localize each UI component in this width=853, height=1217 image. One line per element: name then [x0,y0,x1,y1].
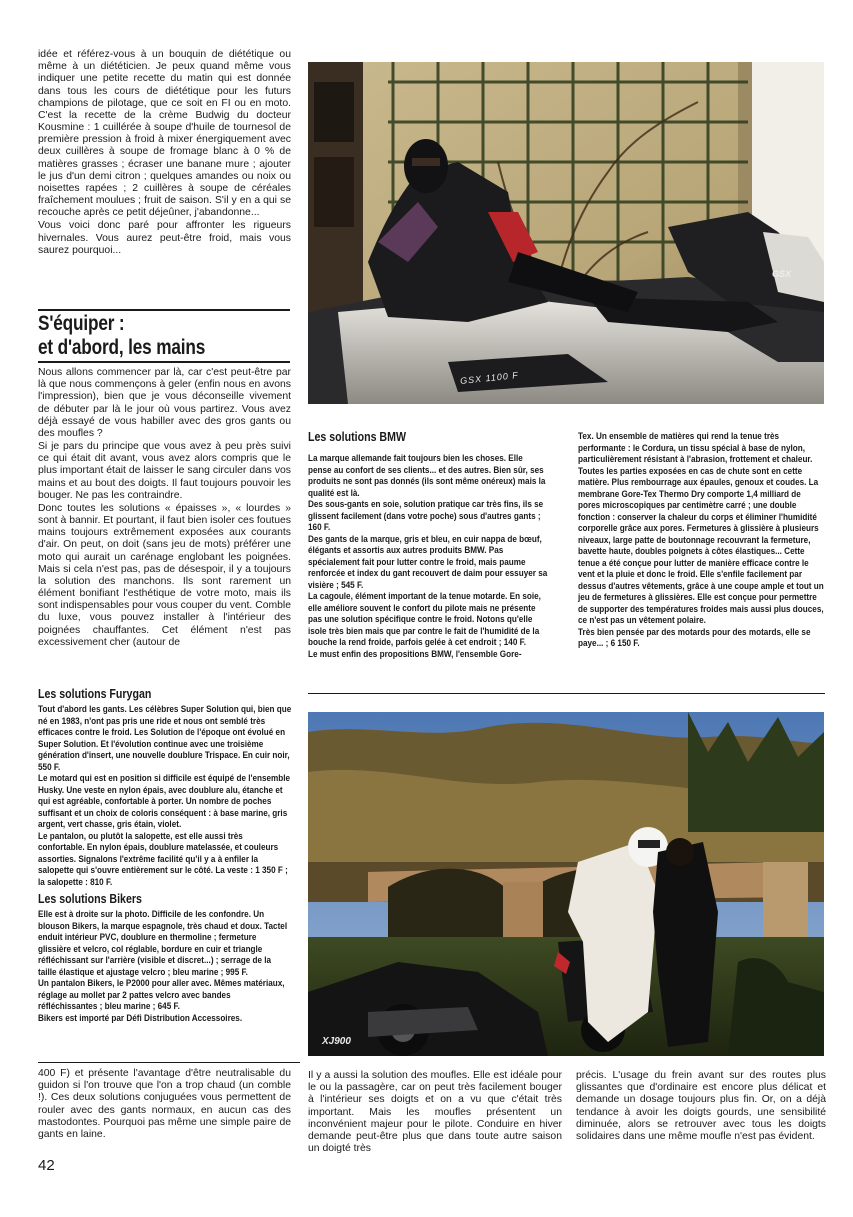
bottom-mid-paragraph: Il y a aussi la solution des moufles. Elle est idéale pour le ou la passagère, car on peut très facilement bouger à l'intérieur ses doigts et on a vu que c'était très important. Mais les moufles présentent un inconvénient majeur pour le pilote. Conduire en hiver demande peut-être plus que dans toute autre saison un doigté très [308,1070,562,1155]
hands-paragraph: Si je pars du principe que vous avez à peu près suivi ce qui était dit avant, vous avez alors compris que le plus important était de laisser le sang circuler dans vos mains et au bout des doigts. Il faut toujours pouvoir les bouger. Ne pas les contraindre. [38,441,291,501]
bikers-paragraph: Elle est à droite sur la photo. Difficile de les confondre. Un blouson Bikers, la marque espagnole, très chaud et doux. Tactel enduit intérieur PVC, doublure en thermoline ; fermeture glissière et velcro, col réglable, bordure en cuir et triangle réfléchissant sur l'arrière (visible et discret...) ; serrage de la taille élastique et ajustage velcro ; bleu marine ; 995 F. [38,909,288,978]
box-bottom-rule [38,1062,300,1063]
bmw-paragraph: Des gants de la marque, gris et bleu, en cuir nappa de bœuf, élégants et assortis aux autres produits BMW. Pas spécialement fait pour lutter contre le froid, mais paume renforcée et index du gant recouvert de daim pour essuyer sa visière ; 545 F. [308,533,548,591]
furygan-box [38,687,291,1024]
furygan-title: Les solutions Furygan [38,687,152,701]
bmw-paragraph: Des sous-gants en soie, solution pratique car très fins, ils se glissent facilement (dans votre poche) sous d'autres gants ; 160 F. [308,499,544,533]
heading-rule-bottom [38,361,290,363]
section-heading [38,312,243,359]
bottom-left-text [38,1068,291,1142]
bikers-paragraph: Un pantalon Bikers, le P2000 pour aller avec. Mêmes matériaux, réglage au mollet par 2 pattes velcro avec bandes réfléchissantes ; bleu marine ; 645 F. [38,978,285,1012]
photo-rider-on-bike-image [308,62,824,404]
intro-paragraph: idée et référez-vous à un bouquin de diététique ou même à un diététicien. Je peux quand même vous indiquer une petite recette du matin qui est donnée dans tous les cours de diététique pour les futurs champions de pilotage, que ce soit en FI ou en moto. C'est la recette de la crème Budwig du docteur Kousmine : 1 cuillérée à soupe d'huile de tournesol de première pression à froid à mixer énergiquement avec deux cuillères à soupe de fromage blanc à 0 % de matières grasses ; écraser une banane mure ; ajouter le jus d'un demi citron ; quelques amandes ou noix ou noisettes rapées ; 2 cuillères à soupe de céréales fraîchement moulues ; fruit de saison. S'il y en a qui se recouche après ce petit déjeûner, j'abandonne... [38,49,291,219]
bmw-box [308,430,548,660]
bmw-box-col2 [578,431,825,650]
fairing-badge: GSX 1100 F [459,369,520,387]
intro-text [38,49,291,258]
furygan-paragraph: Le pantalon, ou plutôt la salopette, est elle aussi très confortable. En nylon épais, doublure matelassée, et couleurs assorties. Signalons l'extrême facilité qu'il y a à enfiler la salopette qui s'ouvre entièrement sur le côté. La veste : 1 350 F ; la salopette : 810 F. [38,830,288,888]
page-number: 42 [38,1157,55,1174]
furygan-paragraph: Le motard qui est en position si difficile est équipé de l'ensemble Husky. Une veste en nylon épais, avec doublure alu, étanche et qui est agréable, confortable à porter. Un nombre de poches suffisant et un choix de coloris conséquent : à base marine, gris argent, vert chasse, gris étain, violet. [38,773,291,830]
section-heading-line2: et d'abord, les mains [38,335,206,359]
bottom-right-paragraph: précis. L'usage du frein avant sur des routes plus glissantes que d'ordinaire est encore plus délicat et demande un dosage toujours plus fin. Or, on a déjà tendance à avoir les doigts gourds, une sensibilité diminuée, alors se retrouver avec tous les doigts solidaires dans une même moufle n'est pas évident. [576,1070,826,1142]
bottom-right-text [576,1070,826,1144]
photo-couple-bridge-image [308,712,824,1056]
bmw-paragraph: La cagoule, élément important de la tenue motarde. En soie, elle améliore souvent le confort du pilote mais ne présente pas une solution spécifique contre le froid. Notons qu'elle isole très bien mais que par contre le fait de l'humidité de la bouche la rend froide, parfois gelée à cet endroit ; 140 F. [308,591,541,648]
bottom-mid-text [308,1070,562,1156]
intro-paragraph: Vous voici donc paré pour affronter les rigueurs hivernales. Vous aurez peut-être froid, mais vous saurez pourquoi... [38,220,291,256]
photo-couple-bridge [308,712,824,1056]
bmw-paragraph: Tex. Un ensemble de matières qui rend la tenue très performante : le Cordura, un tissu spécial à base de nylon, particulièrement résistant à l'abrasion, frottement et chaleur. Toutes les parties exposées en cas de chute sont en cette matière. Plus rembourrage aux épaules, genoux et coudes. La membrane Gore-Tex Thermo Dry comporte 1,4 milliard de pores microscopiques par centimètre carré ; une double fonction : conserver la chaleur du corps et éliminer l'humidité corporelle grâce aux pores. Fermetures à glissière à plusieurs niveaux, large patte de boutonnage recouvrant la fermeture, bavette haute, doubles poignets à côtes élastiques... Cette tenue a été conçue pour lutter de manière efficace contre le vent et la pluie et donc le froid. Elle s'enfile facilement par dessus d'autres vêtements, grâce à une coupe ample et tout un jeu de fermetures à glissières. Elle est conçue pour permettre de supporter des températures froides mais aussi plus douces, ce n'est pas un vêtement polaire. [578,431,824,626]
section-heading-line1: S'équiper : [38,312,125,335]
hands-paragraph: Nous allons commencer par là, car c'est peut-être par là que nous commençons à geler (enfin nous en avons l'impression), bien que je vous déconseille vivement de débuter par là le jour où vous partirez. Vous avez déjà essayé de vous habiller avec des gros gants ou des moufles ? [38,367,291,439]
furygan-paragraph: Tout d'abord les gants. Les célèbres Super Solution qui, bien que né en 1983, n'ont pas pris une ride et nous ont semblé très efficaces contre le froid. Les Solution de l'époque ont évolué en Super Solution. Et l'évolution continue avec une troisième génération d'insert, une nouvelle doublure Trispace. En cuir noir, 550 F. [38,704,292,773]
bikers-title: Les solutions Bikers [38,892,142,906]
bmw-box-rule [308,693,825,694]
hands-paragraph: Donc toutes les solutions « épaisses », « lourdes » sont à bannir. Et pourtant, il faut bien isoler ces foutues mains toujours extrêmement exposées aux courants d'air. On peut, on doit (sans jeu de mots) préférer une moto qui aurait un carénage englobant les poignées. Mais si cela n'est pas, pas de désespoir, il y a toujours la solution des manchons. Ils sont rarement un élément bonifiant l'esthétique de votre moto, mais ils sont indispensables pour vous couper du vent. Comble du luxe, vous pouvez installer à l'intérieur des poignées chauffantes. Cet élément n'est pas excessivement cher (autour de [38,502,291,648]
bmw-paragraph: Le must enfin des propositions BMW, l'ensemble Gore- [308,648,522,660]
tank-badge: GSX [772,269,792,279]
bikers-paragraph: Bikers est importé par Défi Distribution Accessoires. [38,1012,243,1024]
bmw-paragraph: Très bien pensée par des motards pour des motards, elle se paye... ; 6 150 F. [578,626,811,649]
bmw-paragraph: La marque allemande fait toujours bien les choses. Elle pense au confort de ses clients... et des autres. Bien sûr, ses produits ne sont pas donnés (ils sont même onéreux) mais la qualité est là. [308,453,546,499]
side-badge: XJ900 [322,1036,351,1047]
photo-rider-on-bike [308,62,824,404]
heading-rule-top [38,309,290,311]
bottom-left-paragraph: 400 F) et présente l'avantage d'être neutralisable du guidon si l'on trouve que l'on a trop chaud (un comble !). Ces deux solutions conjuguées vous permettent de rouler avec des gants normaux, en aucun cas des mastodontes. Pourquoi pas même une simple paire de gants en laine. [38,1068,291,1140]
hands-text [38,367,291,650]
bmw-title: Les solutions BMW [308,430,406,444]
